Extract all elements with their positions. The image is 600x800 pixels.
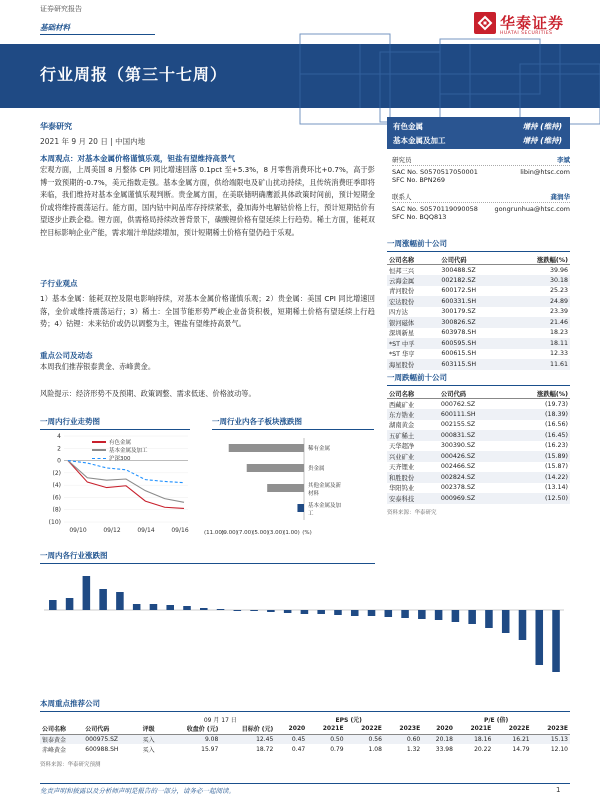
category-label: 工 (308, 511, 314, 517)
disclaimer: 免责声明和披露以及分析师声明是报告的一部分，请务必一起阅读。 (40, 787, 235, 795)
table-cell: 30.18 (508, 275, 570, 286)
table-row (40, 744, 570, 754)
col-header: 2022E (346, 724, 384, 734)
table-cell: 16.21 (493, 734, 531, 744)
x-tick-label: (%) (302, 530, 312, 536)
table-row (387, 359, 570, 370)
table-cell: 300488.SZ (441, 266, 476, 274)
y-tick-label: (4) (52, 482, 61, 490)
bar (200, 608, 208, 610)
table-header-row (387, 388, 570, 399)
analyst-sac: SAC No. S0570517050001 (392, 168, 478, 176)
table-cell: 25.23 (549, 287, 568, 295)
table-row (387, 399, 570, 410)
table-row (387, 317, 570, 328)
table-cell: 西藏矿业 (389, 401, 415, 409)
key-company-body: 本周我们推荐银泰黄金、赤峰黄金。 (40, 362, 156, 371)
bar (66, 598, 74, 610)
table-cell: 24.89 (508, 296, 570, 307)
table-cell: 18.23 (549, 329, 568, 337)
recommend-section (40, 698, 570, 768)
table-cell: 000426.SZ (439, 451, 508, 462)
table-cell: 600988.SH (85, 745, 119, 753)
table-cell: 买入 (141, 734, 166, 744)
legend-swatch (92, 458, 106, 459)
weekly-chart-section (40, 550, 375, 564)
table-cell: 安泰科技 (387, 493, 439, 504)
table-cell: 买入 (142, 746, 155, 754)
table-row (387, 349, 570, 360)
bar (166, 605, 174, 610)
table-cell: 华阳钨业 (389, 485, 415, 493)
table-row (387, 441, 570, 452)
table-cell: 和胜股份 (387, 472, 439, 483)
table-cell: 002466.SZ (440, 463, 476, 471)
analyst-sfc: SFC No. BPN269 (392, 176, 445, 184)
bar (267, 610, 275, 612)
analyst-block (392, 192, 570, 221)
bar (468, 610, 476, 624)
bar (229, 444, 304, 452)
trend-chart-section (40, 416, 190, 430)
bar (297, 504, 304, 512)
legend-swatch (92, 449, 106, 451)
table-cell: (16.56) (545, 421, 568, 429)
table-cell: 002824.SZ (439, 472, 508, 483)
table-header-row (40, 724, 570, 734)
org-name: 华泰研究 (40, 122, 72, 131)
bar (552, 610, 560, 672)
bar (49, 600, 57, 610)
analyst-sac: SAC No. S0570119090058 (392, 205, 478, 213)
col-header: 公司名称 (387, 254, 439, 265)
table-cell: 23.39 (549, 308, 568, 316)
recommend-source: 资料来源：华泰研究预测 (40, 762, 101, 768)
col-header: 公司名称 (40, 724, 83, 734)
recommend-table (40, 714, 570, 754)
table-cell: 603115.SH (439, 359, 508, 370)
col-header: 涨跌幅(%) (508, 388, 570, 399)
table-cell: 天华超净 (389, 443, 415, 451)
table-cell: 600111.SH (439, 409, 508, 420)
sub-chart-section (212, 416, 374, 430)
table-row (387, 472, 570, 483)
x-tick-label: 09/12 (103, 527, 121, 534)
table-header-row (387, 254, 570, 265)
rating-value: 增持 (维持) (522, 121, 562, 131)
bar (99, 589, 107, 610)
legend-item (92, 446, 148, 454)
category-label: 贵金属 (308, 466, 325, 472)
gainers-title: 一周涨幅前十公司 (387, 239, 447, 248)
legend-label: 沪深300 (109, 456, 131, 462)
x-tick-label: (5.00) (252, 530, 269, 536)
report-type-label: 证券研究报告 (40, 5, 82, 13)
table-cell: 东方锆业 (387, 409, 439, 420)
col-header: 公司代码 (439, 254, 508, 265)
weekly-chart-title: 一周内各行业涨跌图 (40, 551, 108, 560)
table-row (40, 734, 570, 744)
table-row (387, 409, 570, 420)
table-cell: 600331.SH (439, 296, 508, 307)
bar (401, 610, 409, 618)
gainers-table (387, 254, 570, 370)
key-company-section (40, 350, 375, 374)
bar (116, 592, 124, 610)
summary-section (40, 153, 375, 239)
x-tick-label: (3.00) (267, 530, 285, 536)
table-row (387, 265, 570, 276)
analyst-block (392, 155, 570, 184)
col-header: 目标价 (元) (220, 724, 275, 734)
bar (485, 610, 493, 628)
table-row (387, 296, 570, 307)
table-row (387, 462, 570, 473)
table-cell: 15.13 (532, 734, 570, 744)
table-cell: 天齐锂业 (389, 464, 415, 472)
table-cell: 603978.SH (441, 329, 477, 337)
huatai-logo-icon (474, 12, 496, 34)
table-cell: (12.50) (508, 493, 570, 504)
table-cell: 0.45 (275, 734, 307, 744)
sub-view-section (40, 278, 375, 331)
table-cell: 000831.SZ (439, 430, 508, 441)
bar (418, 610, 426, 619)
bar (301, 610, 309, 614)
analyst-email[interactable]: gongrunhua@htsc.com (494, 205, 570, 213)
recommend-title: 本周重点推荐公司 (40, 699, 100, 708)
rating-row (393, 119, 562, 133)
bar (452, 610, 460, 622)
table-cell: 海星股份 (387, 359, 439, 370)
table-cell: 18.16 (455, 734, 493, 744)
table-cell: 15.97 (201, 745, 219, 753)
bar (317, 610, 325, 614)
table-row (387, 430, 570, 441)
table-cell: 湖南黄金 (389, 422, 415, 430)
x-tick-label: 09/10 (69, 527, 87, 534)
sector-label: 基础材料 (40, 23, 70, 32)
rating-value: 增持 (维持) (522, 135, 562, 145)
table-cell: (14.22) (508, 472, 570, 483)
page-title: 行业周报（第三十七周） (40, 65, 228, 84)
brand-name: 华泰证券 (500, 14, 565, 32)
bar (385, 610, 393, 617)
table-cell: 14.79 (512, 745, 530, 753)
bar (368, 610, 376, 616)
table-cell: 11.61 (508, 359, 570, 370)
table-cell: (16.23) (545, 442, 568, 450)
bar (435, 610, 443, 620)
table-cell: 0.60 (384, 734, 422, 744)
table-cell: (15.89) (508, 451, 570, 462)
losers-source: 资料来源：华泰研究 (387, 509, 437, 516)
key-company-heading: 重点公司及动态 (40, 351, 93, 360)
x-tick-label: 09/16 (171, 527, 189, 534)
y-tick-label: (8) (52, 506, 61, 514)
brand-sub: HUATAI SECURITIES (500, 31, 553, 36)
table-cell: 002378.SZ (440, 484, 476, 492)
bar (284, 610, 292, 613)
analyst-name: 李斌 (557, 156, 570, 164)
table-cell: 39.96 (549, 266, 568, 274)
eps-label: EPS (元) (335, 716, 362, 724)
table-cell: 赤峰黄金 (42, 746, 67, 754)
table-cell: 12.45 (220, 734, 275, 744)
table-cell: 300390.SZ (440, 442, 476, 450)
col-header: 2020 (422, 724, 455, 734)
table-row (387, 420, 570, 431)
bar (502, 610, 510, 633)
category-label: 基本金属及加 (308, 503, 342, 509)
col-header: 2021E (455, 724, 493, 734)
bar (247, 464, 304, 472)
table-cell: 18.11 (508, 338, 570, 349)
gainers-section (387, 238, 570, 370)
table-row (387, 493, 570, 504)
table-row (387, 338, 570, 349)
col-header: 2020 (275, 724, 307, 734)
summary-heading: 本周观点：对基本金属价格谨慎乐观，钽盐有望维持高景气 (40, 154, 235, 163)
bar (351, 610, 359, 616)
table-cell: 0.79 (330, 745, 344, 753)
series-line (68, 461, 184, 509)
x-tick-label: (11.00) (203, 530, 225, 536)
table-row (387, 307, 570, 318)
table-cell: 恒邦三兴 (389, 267, 415, 275)
col-header: 收盘价 (元) (165, 724, 220, 734)
table-cell: (15.87) (545, 463, 568, 471)
table-cell: *ST 华亨 (389, 351, 415, 359)
table-cell: (16.45) (508, 430, 570, 441)
table-cell: (19.73) (545, 400, 568, 408)
table-cell: 18.72 (256, 745, 274, 753)
x-tick-label: (9.00) (221, 530, 238, 536)
col-header: 评级 (141, 724, 166, 734)
category-label: 稀有金属 (308, 446, 331, 452)
table-row (387, 275, 570, 286)
table-cell: (13.14) (545, 484, 568, 492)
sub-chart-title: 一周行业内各子板块涨跌图 (212, 417, 302, 426)
bar (267, 484, 304, 492)
table-cell: 20.18 (422, 734, 455, 744)
col-header: 涨跌幅(%) (508, 254, 570, 265)
bar (183, 606, 191, 610)
table-cell: 600615.SH (441, 350, 477, 358)
report-date: 2021 年 9 月 20 日 | 中国内地 (40, 137, 146, 146)
table-cell: 1.32 (406, 745, 421, 753)
table-cell: 12.33 (549, 350, 568, 358)
category-label: 材料 (308, 491, 320, 497)
rating-sector: 有色金属 (393, 121, 423, 131)
table-cell: 青河股份 (389, 288, 415, 296)
bar (150, 604, 158, 610)
table-cell: 12.10 (550, 745, 568, 753)
table-header-row (40, 714, 570, 724)
table-cell: 000762.SZ (440, 400, 476, 408)
table-cell: 五矿稀土 (387, 430, 439, 441)
sub-view-body: 1）基本金属：能耗双控及限电影响持续，对基本金属价格谨慎乐观；2）贵金属：美国 CPI 同比增速回落，金价或维持震荡运行；3）稀土：全国节能形势严峻企业备货积极，短期稀土价格有望延续上行趋势；4）钴锂：未来钴价或仍以调整为主，锂盐有望维持高景气。 (40, 294, 375, 328)
bar (83, 576, 91, 610)
y-tick-label: (2) (52, 469, 61, 477)
analyst-role: 研究员 (392, 156, 412, 164)
legend-item (92, 438, 148, 446)
table-cell: 银泰黄金 (40, 734, 83, 744)
trend-chart-title: 一周内行业走势图 (40, 417, 100, 426)
table-cell: 0.47 (291, 745, 306, 753)
table-cell: *ST 中孚 (387, 338, 439, 349)
table-cell: 四方达 (389, 309, 408, 317)
table-cell: 兴业矿业 (387, 451, 439, 462)
table-cell: 0.50 (307, 734, 345, 744)
table-cell: 002155.SZ (440, 421, 476, 429)
analyst-role: 联系人 (392, 193, 412, 201)
table-cell: 深圳新星 (389, 330, 415, 338)
table-cell: 1.08 (368, 745, 382, 753)
analyst-name: 龚润华 (550, 193, 570, 201)
table-cell: 9.08 (165, 734, 220, 744)
y-tick-label: 4 (57, 433, 61, 440)
col-header: 公司代码 (83, 724, 140, 734)
rating-box (387, 117, 570, 149)
x-tick-label: (1.00) (283, 530, 300, 536)
date-label: 09 月 17 日 (203, 716, 237, 724)
col-header: 2021E (307, 724, 345, 734)
x-tick-label: (7.00) (236, 530, 254, 536)
col-header: 2022E (493, 724, 531, 734)
losers-title: 一周跌幅前十公司 (387, 373, 447, 382)
table-cell: 300179.SZ (441, 308, 476, 316)
bar (133, 604, 141, 610)
table-cell: 0.56 (346, 734, 384, 744)
table-cell: 宏达股份 (387, 296, 439, 307)
table-cell: 银河磁体 (387, 317, 439, 328)
table-row (387, 328, 570, 339)
rating-sector: 基本金属及加工 (393, 135, 446, 145)
y-tick-label: (6) (52, 494, 61, 502)
summary-body: 宏观方面，上周美国 8 月整体 CPI 同比增速回落 0.1pct 至+5.3%，8 月零售消费环比+0.7%，高于彭博一致预期的-0.7%，美元指数走强。基本金属方面，供给端限电及矿山扰动持续，且传统消费旺季即将来临，我们维持对基本金属谨慎乐观判断。贵金属方面，在美联储明确鹰派具体政策时间前，预计短期金价或将维持震荡运行。能方面，国内钴中间品库存持续紧张，叠加海外电解钴价格上行，预计短期钴价有望逐步止跌企稳。锂方面，供需格局持续改善背景下，碳酸锂价格有望延续上行趋势。稀土方面，能耗双控目标影响企业产能，需求端汁单陆续增加，预计短期稀土价格有望仍趋于乐观。 (40, 165, 375, 237)
table-cell: 600172.SH (441, 287, 477, 295)
table-cell: 20.22 (474, 745, 492, 753)
table-cell: 云海金属 (387, 275, 439, 286)
table-cell: 33.98 (435, 745, 453, 753)
table-row (387, 451, 570, 462)
bar (334, 610, 342, 615)
category-label: 其他金属及新 (308, 483, 342, 489)
bar (234, 610, 242, 611)
x-tick-label: 09/14 (137, 527, 155, 534)
table-cell: 21.46 (508, 317, 570, 328)
legend-item (92, 454, 148, 462)
risk-note: 风险提示：经济形势不及预期、政策调整、需求低迷、价格波动等。 (40, 389, 256, 398)
legend-label: 基本金属及加工 (109, 448, 148, 454)
page-number: 1 (556, 786, 561, 794)
table-cell: 300826.SZ (439, 317, 508, 328)
table-cell: 000975.SZ (83, 734, 140, 744)
bar (519, 610, 527, 640)
bar (250, 610, 258, 611)
table-cell: 600595.SH (439, 338, 508, 349)
legend-swatch (92, 441, 106, 443)
legend-label: 有色金属 (109, 440, 132, 446)
rating-row (393, 133, 562, 147)
table-row (387, 483, 570, 494)
analyst-email[interactable]: libin@htsc.com (520, 168, 570, 176)
bar (217, 609, 225, 610)
y-tick-label: 0 (57, 457, 61, 465)
table-row (387, 286, 570, 297)
col-header: 公司名称 (387, 388, 439, 399)
analyst-sfc: SFC No. BQQ813 (392, 213, 447, 221)
trend-legend (92, 438, 148, 462)
pe-label: P/E (倍) (483, 716, 509, 724)
col-header: 2023E (384, 724, 422, 734)
col-header: 2023E (532, 724, 570, 734)
sub-sector-chart (203, 430, 378, 545)
losers-section (387, 372, 570, 516)
sub-view-heading: 子行业观点 (40, 279, 78, 288)
y-tick-label: 2 (57, 445, 61, 453)
bar (535, 610, 543, 665)
weekly-industry-chart (40, 564, 570, 684)
table-cell: 002182.SZ (439, 275, 508, 286)
header-rule (40, 34, 155, 35)
table-cell: (18.39) (508, 409, 570, 420)
y-tick-label: (10) (48, 519, 61, 526)
losers-table (387, 388, 570, 504)
col-header: 公司代码 (439, 388, 508, 399)
table-cell: 000969.SZ (439, 493, 508, 504)
